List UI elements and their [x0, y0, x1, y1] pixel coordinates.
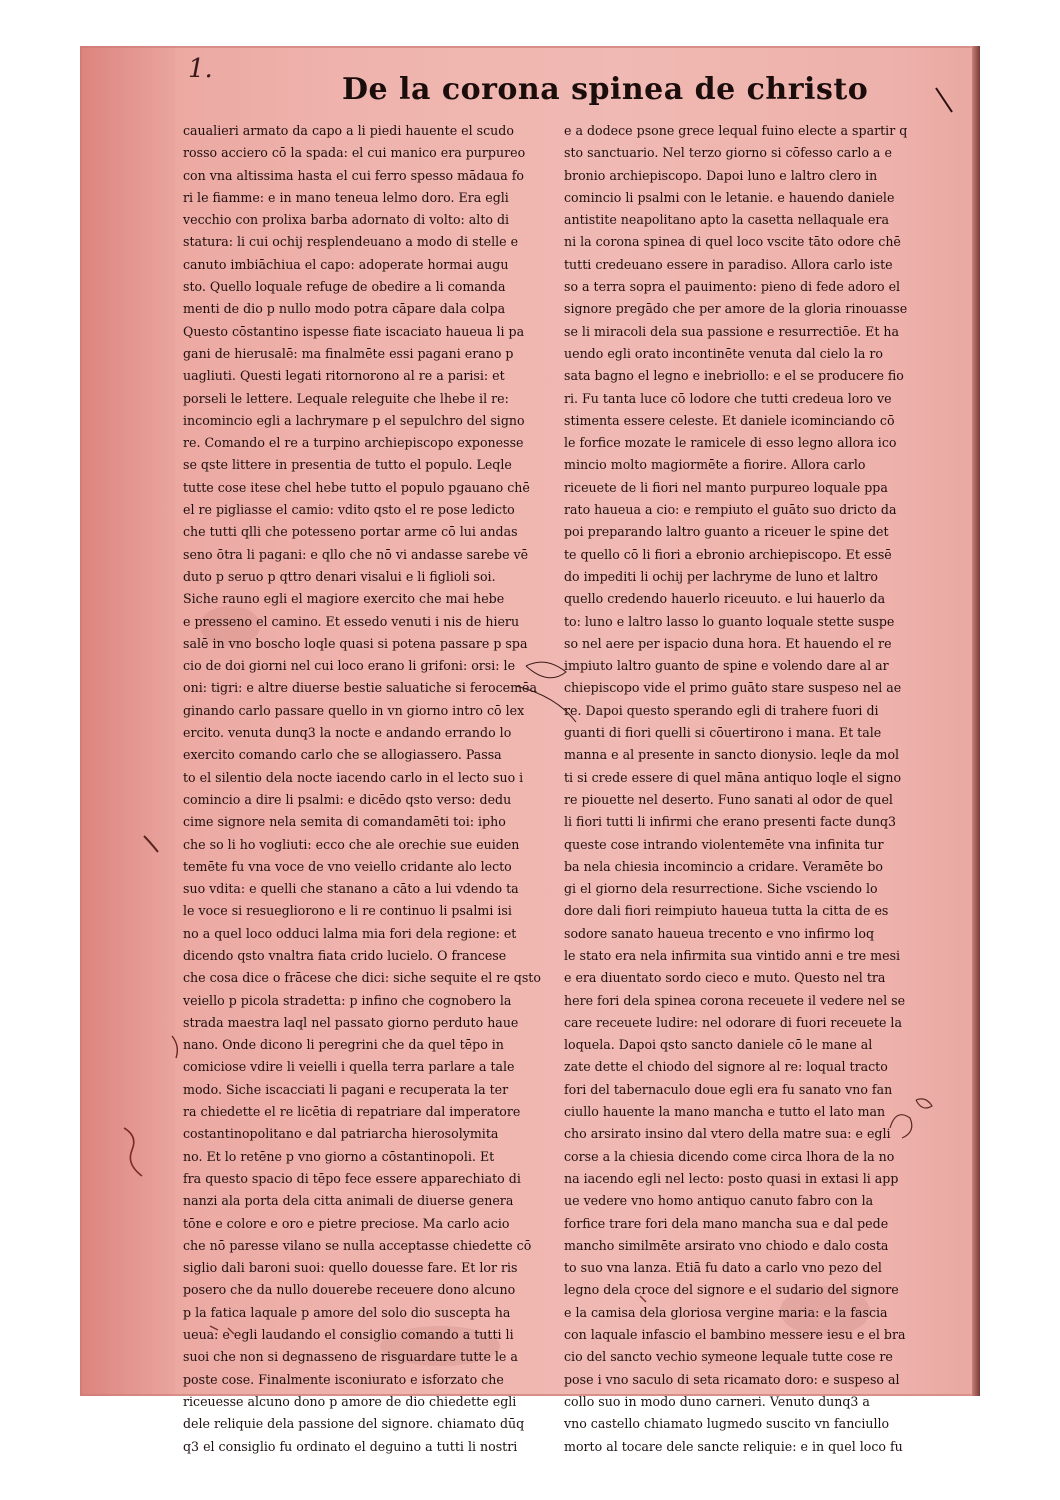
text-line: modo. Siche iscacciati li pagani e recuperata la ter	[183, 1081, 509, 1097]
text-line: suo vdita: e quelli che stanano a cāto a lui vdendo ta	[183, 881, 519, 897]
text-line: guanti di fiori quelli si cōuertirono i mana. Et tale	[564, 725, 882, 741]
text-line: poi preparando laltro guanto a riceuer le spine det	[564, 524, 889, 540]
manuscript-page-scan	[80, 46, 980, 1454]
text-line: suoi che non si degnasseno de risguardare tutte le a	[183, 1349, 518, 1365]
text-line: care receuete ludire: nel odorare di fuori receuete la	[564, 1014, 902, 1030]
text-line: e a dodece psone grece lequal fuino electe a spartir q	[564, 123, 908, 138]
page-title: De la corona spinea de christo	[342, 72, 869, 107]
text-line: comincio a dire li psalmi: e dicēdo qsto verso: dedu	[183, 791, 512, 807]
text-line: strada maestra laql nel passato giorno perduto haue	[183, 1014, 519, 1030]
text-line: el re pigliasse el camio: vdito qsto el re pose ledicto	[183, 502, 515, 518]
text-line: ni la corona spinea di quel loco vscite tāto odore chē	[564, 234, 901, 250]
text-line: re. Comando el re a turpino archiepiscopo exponesse	[183, 435, 524, 451]
text-line: nanzi ala porta dela citta animali de diuerse genera	[183, 1193, 514, 1209]
text-line: ercito. venuta dunq3 la nocte e andando errando lo	[183, 725, 512, 741]
text-line: cio de doi giorni nel cui loco erano li grifoni: orsi: le	[183, 658, 516, 674]
text-line: cho arsirato insino dal vtero della matre sua: e egli	[564, 1126, 891, 1142]
text-line: ti si crede essere di quel māna antiquo loqle el signo	[564, 769, 902, 785]
text-line: no. Et lo retēne p vno giorno a cōstantinopoli. Et	[183, 1148, 495, 1164]
text-line: ba nela chiesia incomincio a cridare. Veramēte bo	[564, 858, 883, 874]
text-line: temēte fu vna voce de vno veiello cridante alo lecto	[183, 858, 512, 874]
text-line: salē in vno boscho loqle quasi si potena passare p spa	[183, 635, 528, 651]
text-line: seno ōtra li pagani: e qllo che nō vi andasse sarebe vē	[183, 546, 529, 562]
text-line: vno castello chiamato lugmedo suscito vn fanciullo	[564, 1416, 890, 1432]
text-line: vecchio con prolixa barba adornato di volto: alto di	[183, 212, 510, 228]
text-line: e la camisa dela gloriosa vergine maria: e la fascia	[564, 1304, 888, 1320]
text-line: dore dali fiori reimpiuto haueua tutta la citta de es	[564, 903, 889, 919]
text-line: rato haueua a cio: e rempiuto el guāto suo dricto da	[564, 502, 897, 518]
text-line: mancho similmēte arsirato vno chiodo e dalo costa	[564, 1237, 889, 1253]
text-line: le forfice mozate le ramicele di esso legno allora ico	[564, 435, 897, 451]
page-edge-shadow	[972, 46, 980, 1396]
text-line: caualieri armato da capo a li piedi hauente el scudo	[183, 123, 514, 138]
text-line: q3 el consiglio fu ordinato el deguino a tutti li nostri	[183, 1438, 518, 1454]
text-column-right	[564, 120, 920, 1458]
text-line: riceuesse alcuno dono p amore de dio chiedette egli	[183, 1393, 517, 1409]
text-line: e era diuentato sordo cieco e muto. Questo nel tra	[564, 970, 886, 986]
text-line: riceuete de li fiori nel manto purpureo loquale ppa	[564, 479, 888, 495]
text-line: no a quel loco odduci lalma mia fori dela regione: et	[183, 925, 517, 941]
text-column-left	[183, 120, 539, 1458]
text-line: stimenta essere celeste. Et daniele icominciando cō	[564, 412, 895, 428]
text-line: statura: li cui ochij resplendeuano a modo di stelle e	[183, 234, 519, 250]
text-line: to suo vna lanza. Etiā fu dato a carlo vno pezo del	[564, 1260, 882, 1276]
text-line: manna e al presente in sancto dionysio. leqle da mol	[564, 747, 900, 763]
text-line: che tutti qlli che potesseno portar arme cō lui andas	[183, 524, 518, 540]
text-line: collo suo in modo duno carneri. Venuto dunq3 a	[564, 1393, 870, 1409]
text-line: ciullo hauente la mano mancha e tutto el lato man	[564, 1104, 886, 1120]
text-line: Siche rauno egli el magiore exercito che mai hebe	[183, 591, 505, 607]
text-line: che cosa dice o frācese che dici: siche sequite el re qsto	[183, 970, 541, 986]
text-line: chiepiscopo vide el primo guāto stare suspeso nel ae	[564, 680, 902, 696]
text-line: sodore sanato haueua trecento e vno infirmo loq	[564, 925, 875, 941]
text-line: che nō paresse vilano se nulla acceptasse chiedette cō	[183, 1237, 532, 1253]
text-line: p la fatica laquale p amore del solo dio suscepta ha	[183, 1304, 511, 1320]
text-line: uendo egli orato incontinēte venuta dal cielo la ro	[564, 345, 883, 361]
text-line: le stato era nela infirmita sua vintido anni e tre mesi	[564, 947, 901, 963]
text-line: se li miracoli dela sua passione e resurrectiōe. Et ha	[564, 323, 900, 339]
text-line: corse a la chiesia dicendo come circa lhora de la no	[564, 1148, 895, 1164]
text-line: tōne e colore e oro e pietre preciose. Ma carlo acio	[183, 1215, 510, 1231]
text-line: na iacendo egli nel lecto: posto quasi in extasi li app	[564, 1170, 899, 1186]
text-line: exercito comando carlo che se allogiassero. Passa	[183, 747, 502, 763]
text-line: sata bagno el legno e inebriollo: e el se producere fio	[564, 368, 904, 384]
text-line: cio del sancto vechio symeone lequale tutte cose re	[564, 1349, 893, 1365]
text-line: veiello p picola stradetta: p infino che cognobero la	[183, 992, 512, 1008]
text-line: nano. Onde dicono li peregrini che da quel tēpo in	[183, 1037, 504, 1053]
text-line: rosso acciero cō la spada: el cui manico era purpureo	[183, 145, 526, 161]
text-line: menti de dio p nullo modo potra cāpare dala colpa	[183, 301, 506, 317]
text-line: te quello cō li fiori a ebronio archiepiscopo. Et essē	[564, 546, 892, 562]
text-line: con laquale infascio el bambino messere iesu e el bra	[564, 1327, 906, 1343]
text-line: uagliuti. Questi legati ritornorono al re a parisi: et	[183, 368, 505, 384]
text-line: fra questo spacio di tēpo fece essere apparechiato di	[183, 1170, 521, 1186]
text-line: siglio dali baroni suoi: quello douesse fare. Et lor ris	[183, 1260, 518, 1276]
text-line: antistite neapolitano apto la casetta nellaquale era	[564, 212, 889, 228]
text-line: to: luno e laltro lasso lo guanto loquale stette suspe	[564, 613, 895, 629]
text-line: Questo cōstantino ispesse fiate iscaciato haueua li pa	[183, 323, 525, 339]
text-line: tutte cose itese chel hebe tutto el populo pgauano chē	[183, 479, 530, 495]
text-line: re. Dapoi questo sperando egli di trahere fuori di	[564, 702, 879, 718]
text-line: che so li ho vogliuti: ecco che ale orechie sue euiden	[183, 836, 520, 852]
text-line: costantinopolitano e dal patriarcha hierosolymita	[183, 1126, 499, 1142]
text-line: ri le fiamme: e in mano teneua lelmo doro. Era egli	[183, 189, 509, 205]
text-line: comiciose vdire li veielli i quella terra parlare a tale	[183, 1059, 515, 1075]
text-line: le voce si resuegliorono e li re continuo li psalmi isi	[183, 903, 512, 919]
text-line: legno dela croce del signore e el sudario del signore	[564, 1282, 899, 1298]
text-line: gani de hierusalē: ma finalmēte essi pagani erano p	[183, 345, 514, 361]
text-line: ra chiedette el re licētia di repatriare dal imperatore	[183, 1104, 521, 1120]
text-line: bronio archiepiscopo. Dapoi luno e laltro clero in	[564, 167, 878, 183]
text-line: sto. Quello loquale refuge de obedire a li comanda	[183, 279, 506, 295]
text-line: con vna altissima hasta el cui ferro spesso mādaua fo	[183, 167, 524, 183]
text-line: comincio li psalmi con le letanie. e hauendo daniele	[564, 189, 895, 205]
text-line: do impediti li ochij per lachryme de luno et laltro	[564, 568, 878, 584]
text-line: e presseno el camino. Et essedo venuti i nis de hieru	[183, 613, 520, 629]
text-line: sto sanctuario. Nel terzo giorno si cōfesso carlo a e	[564, 145, 892, 161]
text-line: here fori dela spinea corona receuete il vedere nel se	[564, 992, 906, 1008]
text-line: forfice trare fori dela mano mancha sua e dal pede	[564, 1215, 889, 1231]
text-line: ueua: e egli laudando el consiglio comando a tutti li	[183, 1327, 514, 1343]
text-line: se qste littere in presentia de tutto el populo. Leqle	[183, 457, 512, 473]
text-line: fori del tabernaculo doue egli era fu sanato vno fan	[564, 1081, 893, 1097]
text-line: loquela. Dapoi qsto sancto daniele cō le mane al	[564, 1037, 873, 1053]
text-line: ue vedere vno homo antiquo canuto fabro con la	[564, 1193, 874, 1209]
text-line: so nel aere per ispacio duna hora. Et hauendo el re	[564, 635, 892, 651]
text-line: impiuto laltro guanto de spine e volendo dare al ar	[564, 658, 889, 674]
text-line: dele reliquie dela passione del signore. chiamato dūq	[183, 1416, 525, 1432]
text-line: so a terra sopra el pauimento: pieno di fede adoro el	[564, 279, 901, 295]
text-line: li fiori tutti li infirmi che erano presenti facte dunq3	[564, 814, 897, 830]
text-line: poste cose. Finalmente isconiurato e isforzato che	[183, 1371, 504, 1387]
text-line: zate dette el chiodo del signore al re: loqual tracto	[564, 1059, 888, 1075]
text-line: incomincio egli a lachrymare p el sepulchro del signo	[183, 412, 525, 428]
text-line: tutti credeuano essere in paradiso. Allora carlo iste	[564, 256, 893, 272]
text-line: posero che da nullo douerebe receuere dono alcuno	[183, 1282, 516, 1298]
text-line: quello credendo hauerlo riceuuto. e lui hauerlo da	[564, 591, 886, 607]
text-line: duto p seruo p qttro denari visalui e li figlioli soi.	[183, 568, 496, 584]
text-line: porseli le lettere. Lequale releguite che lhebe il re:	[183, 390, 509, 406]
text-line: oni: tigri: e altre diuerse bestie saluatiche si ferocemēa	[183, 680, 538, 696]
text-line: pose i vno saculo di seta ricamato doro: e suspeso al	[564, 1371, 900, 1387]
text-line: gi el giorno dela resurrectione. Siche vsciendo lo	[564, 881, 878, 897]
text-line: signore pregādo che per amore de la gloria rinouasse	[564, 301, 908, 317]
folio-mark: 1.	[188, 54, 213, 84]
text-line: ginando carlo passare quello in vn giorno intro cō lex	[183, 702, 525, 718]
text-line: canuto imbiāchiua el capo: adoperate hormai augu	[183, 256, 509, 272]
text-line: cime signore nela semita di comandamēti toi: ipho	[183, 814, 506, 830]
text-line: re piouette nel deserto. Funo sanati al odor de quel	[564, 791, 893, 807]
text-line: morto al tocare dele sancte reliquie: e in quel loco fu	[564, 1438, 903, 1454]
text-line: dicendo qsto vnaltra fiata crido lucielo. O francese	[183, 947, 507, 963]
text-line: ri. Fu tanta luce cō lodore che tutti credeua loro ve	[564, 390, 892, 406]
text-line: mincio molto magiormēte a fiorire. Allora carlo	[564, 457, 866, 473]
text-line: to el silentio dela nocte iacendo carlo in el lecto suo i	[183, 769, 524, 785]
text-line: queste cose intrando violentemēte vna infinita tur	[564, 836, 884, 852]
